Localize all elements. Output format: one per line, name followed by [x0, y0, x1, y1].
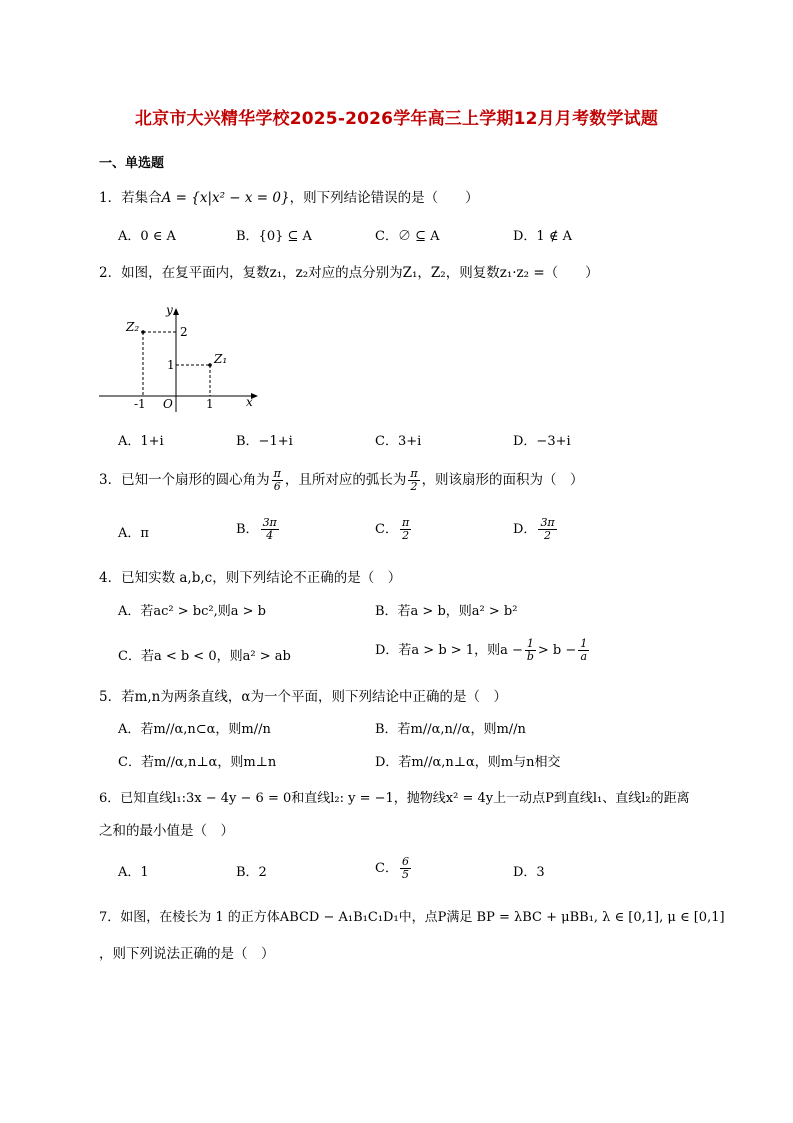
q4-option-a: A．若ac² > bc²,则a > b — [118, 604, 266, 619]
origin-label: O — [163, 397, 173, 411]
q1-option-c: C．∅ ⊆ A — [375, 229, 440, 244]
q2-option-b: B．−1+i — [236, 434, 293, 449]
q3-option-a: A．π — [118, 526, 149, 541]
q3-stem-part-2: ，且所对应的弧长为 — [284, 472, 407, 488]
question-7-stem-line-1: 7．如图，在棱长为 1 的正方体ABCD − A₁B₁C₁D₁中，点P满足 BP = λBC + μBB₁, λ ∈ [0,1], μ ∈ [0,1] — [99, 910, 725, 925]
z1-label: Z₁ — [214, 352, 228, 366]
q5-option-a: A．若m//α,n⊂α，则m//n — [118, 722, 271, 737]
page-title: 北京市大兴精华学校2025-2026学年高三上学期12月月考数学试题 — [134, 109, 659, 129]
q4-option-d-f2-denominator: a — [580, 650, 588, 663]
y-axis-arrow-icon — [173, 308, 179, 315]
q4-option-d-f2-numerator: 1 — [580, 637, 588, 650]
q5-option-c: C．若m//α,n⊥α，则m⊥n — [118, 755, 277, 770]
x-axis-label: x — [246, 395, 253, 409]
q3-option-d-label: D． — [513, 522, 537, 537]
tick-label-y-1: 1 — [167, 358, 175, 372]
q4-option-d-fraction-2 — [578, 638, 589, 663]
q2-option-d: D．−3+i — [513, 434, 571, 449]
q3-option-d-denominator: 2 — [544, 529, 552, 542]
q1-stem-prefix: 1．若集合 — [99, 190, 162, 206]
q3-angle-denominator: 6 — [273, 480, 281, 493]
question-5-stem: 5．若m,n为两条直线，α为一个平面，则下列结论中正确的是（ ） — [99, 689, 507, 705]
q1-option-d: D．1 ∉ A — [513, 229, 572, 244]
question-4-stem: 4．已知实数 a,b,c，则下列结论不正确的是（ ） — [99, 570, 402, 586]
q3-option-c — [375, 517, 413, 542]
z2-label: Z₂ — [126, 320, 140, 334]
q4-option-d-part-1: D．若a > b > 1，则a − — [375, 643, 523, 658]
y-axis-label: y — [166, 303, 173, 317]
q3-option-b-fraction — [261, 517, 279, 542]
q3-angle-numerator: π — [273, 467, 281, 480]
q6-option-c-fraction — [400, 856, 411, 881]
q6-option-c-denominator: 5 — [401, 868, 409, 881]
q3-option-d-numerator: 3π — [540, 516, 555, 529]
q6-option-d: D．3 — [513, 865, 545, 880]
tick-label-x-1: 1 — [206, 397, 214, 411]
tick-label-y-2: 2 — [180, 325, 188, 339]
q4-option-d-fraction-1 — [525, 638, 536, 663]
q1-set-expression: A = {x|x² − x = 0} — [161, 190, 290, 206]
q1-stem-suffix: ，则下列结论错误的是（ ） — [289, 190, 479, 206]
q3-stem-part-1: 3．已知一个扇形的圆心角为 — [99, 472, 270, 488]
q4-option-d-f1-denominator: b — [526, 650, 534, 663]
question-1-stem — [99, 189, 479, 207]
q6-option-c-numerator: 6 — [401, 855, 409, 868]
q6-option-b: B．2 — [236, 865, 267, 880]
q2-option-a: A．1+i — [118, 434, 164, 449]
q3-option-d-fraction — [538, 517, 556, 542]
q3-option-b-denominator: 4 — [266, 529, 274, 542]
q4-option-d — [375, 638, 591, 663]
complex-plane-figure — [96, 300, 266, 415]
q3-angle-fraction — [272, 468, 283, 493]
q4-option-c: C．若a < b < 0，则a² > ab — [118, 649, 291, 664]
q3-stem-part-3: ，则该扇形的面积为（ ） — [421, 472, 584, 488]
q4-option-b: B．若a > b，则a² > b² — [375, 604, 518, 619]
q3-option-b-label: B． — [236, 522, 259, 537]
q6-option-c-label: C． — [375, 861, 398, 876]
q3-option-c-denominator: 2 — [402, 529, 410, 542]
question-6-stem-line-1: 6．已知直线l₁:3x − 4y − 6 = 0和直线l₂: y = −1，抛物线x² = 4y上一动点P到直线l₁、直线l₂的距离 — [99, 791, 690, 806]
q5-option-b: B．若m//α,n//α，则m//n — [375, 722, 526, 737]
q6-option-c — [375, 856, 413, 881]
question-7-stem-line-2: ，则下列说法正确的是（ ） — [99, 946, 275, 962]
q4-option-d-part-2: > b − — [537, 643, 577, 658]
question-3-stem — [99, 468, 584, 493]
q2-option-c: C．3+i — [375, 434, 422, 449]
q3-arc-denominator: 2 — [410, 480, 418, 493]
q3-option-c-numerator: π — [401, 516, 410, 529]
q4-option-d-f1-numerator: 1 — [525, 638, 536, 651]
point-z2 — [141, 330, 145, 334]
q3-option-c-label: C． — [375, 522, 398, 537]
q1-option-a: A．0 ∈ A — [118, 229, 176, 244]
q3-option-b — [236, 517, 281, 542]
tick-label-x-minus-1: -1 — [134, 397, 146, 411]
point-z1 — [208, 363, 212, 367]
q3-arc-numerator: π — [410, 467, 418, 480]
q1-option-b: B．{0} ⊆ A — [236, 229, 312, 244]
q3-arc-fraction — [408, 468, 419, 493]
question-2-stem: 2．如图，在复平面内，复数z₁，z₂对应的点分别为Z₁，Z₂，则复数z₁·z₂ =（ ） — [99, 265, 599, 281]
q3-option-c-fraction — [400, 517, 411, 542]
q3-option-d — [513, 517, 559, 542]
q6-option-a: A．1 — [118, 865, 149, 880]
section-heading: 一、单选题 — [99, 156, 165, 171]
q3-option-b-numerator: 3π — [262, 516, 277, 529]
question-6-stem-line-2: 之和的最小值是（ ） — [99, 823, 234, 839]
q5-option-d: D．若m//α,n⊥α，则m与n相交 — [375, 755, 561, 770]
